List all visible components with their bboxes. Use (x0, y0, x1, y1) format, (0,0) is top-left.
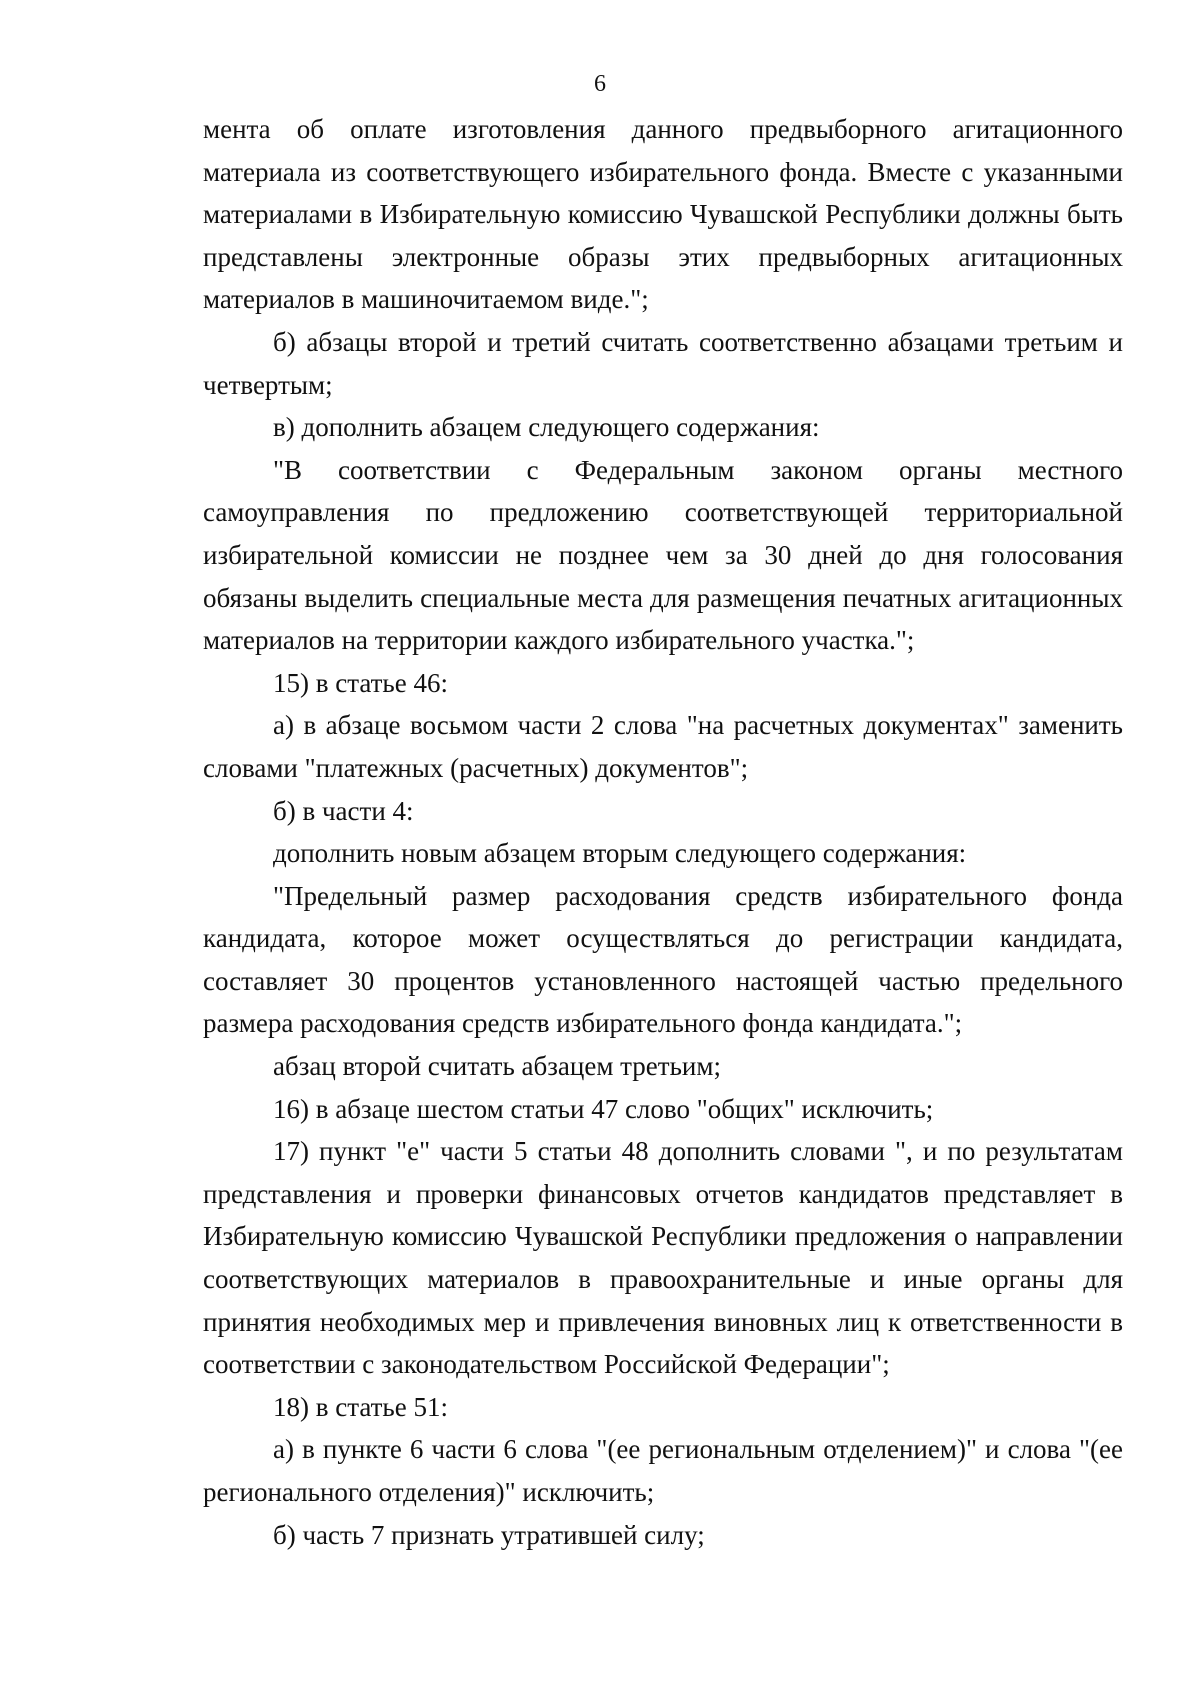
paragraph-2: б) абзацы второй и третий считать соответственно абзацами третьим и четвертым; (203, 326, 1123, 400)
paragraph-15: б) часть 7 признать утратившей силу; (273, 1519, 705, 1550)
paragraph-13: 18) в статье 51: (273, 1391, 448, 1422)
paragraph-3: в) дополнить абзацем следующего содержания: (273, 412, 820, 443)
paragraph-7: б) в части 4: (273, 795, 414, 826)
paragraph-12: 17) пункт "е" части 5 статьи 48 дополнить словами ", и по результатам представления и проверки финансовых отчетов кандидатов представляет в Избирательную комиссию Чувашской Республики предложения о направлении соответствующих материалов в правоохранительные и иные органы для принятия необходимых мер и привлечения виновных лиц к ответственности в соответствии с законодательством Российской Федерации"; (203, 1136, 1123, 1380)
paragraph-10: абзац второй считать абзацем третьим; (273, 1051, 721, 1082)
paragraph-6: а) в абзаце восьмом части 2 слова "на расчетных документах" заменить словами "платежных (расчетных) документов"; (203, 710, 1123, 783)
paragraph-5: 15) в статье 46: (273, 667, 448, 698)
paragraph-11: 16) в абзаце шестом статьи 47 слово "общих" исключить; (273, 1093, 934, 1124)
paragraph-14: а) в пункте 6 части 6 слова "(ее региональным отделением)" и слова "(ее регионального отделения)" исключить; (203, 1434, 1123, 1507)
paragraph-8: дополнить новым абзацем вторым следующего содержания: (273, 838, 967, 869)
paragraph-9: "Предельный размер расходования средств избирательного фонда кандидата, которое может осуществляться до регистрации кандидата, составляет 30 процентов установленного настоящей частью предельного размера расходования средств избирательного фонда кандидата."; (203, 880, 1123, 1039)
document-body (203, 108, 1123, 1556)
paragraph-4: "В соответствии с Федеральным законом органы местного самоуправления по предложению соответствующей территориальной избирательной комиссии не позднее чем за 30 дней до дня голосования обязаны выделить специальные места для размещения печатных агитационных материалов на территории каждого избирательного участка."; (203, 454, 1123, 656)
paragraph-1: мента об оплате изготовления данного предвыборного агитационного материала из соответствующего избирательного фонда. Вместе с указанными материалами в Избирательную комиссию Чувашской Республики должны быть представлены электронные образы этих предвыборных агитационных материалов в машиночитаемом виде."; (203, 114, 1123, 315)
page-number: 6 (594, 71, 606, 97)
